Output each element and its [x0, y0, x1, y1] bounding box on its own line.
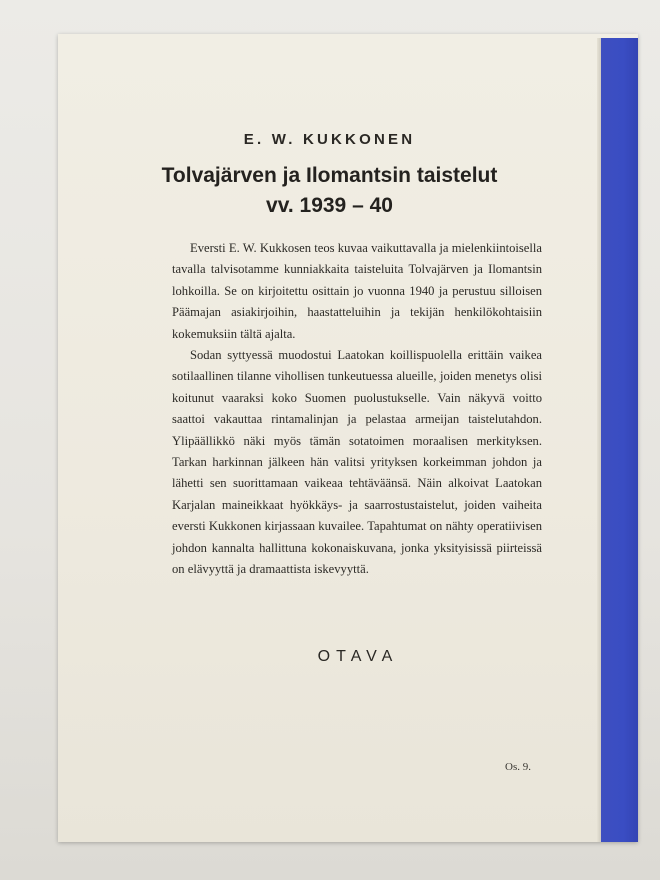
publisher-name: OTAVA	[317, 648, 399, 665]
blurb-paragraph-2: Sodan syttyessä muodostui Laatokan koillispuolella erittäin vaikea sotilaallinen tilanne vihollisen tunkeutuessa alueille, joiden menetys olisi koitunut vaaraksi koko Suomen puolustukselle. Vain näkyvä voitto saattoi vakauttaa rintamalinjan ja pelastaa armeijan taistelutahdon. Ylipäällikkö näki myös tämän sotatoimen moraalisen merkityksen. Tarkan harkinnan jälkeen hän valitsi yrityksen korkeimman johdon ja lähetti sen suorittamaan vaikeaa tehtäväänsä. Näin alkoivat Laatokan Karjalan maineikkaat hyökkäys- ja saarrostustaistelut, joiden vaiheita eversti Kukkonen kirjassaan kuvailee. Tapahtumat on nähty operatiivisen johdon kannalta hallittuna kokonaiskuvana, jonka yksityisissä piirteissä on elävyyttä ja dramaattista iskevyyttä.	[172, 348, 542, 577]
blurb-text	[172, 238, 542, 581]
book-spine	[601, 38, 638, 842]
book-title-line-1: Tolvajärven ja Ilomantsin taistelut	[161, 164, 498, 187]
author-name: E. W. KUKKONEN	[243, 131, 416, 148]
blurb-paragraph-1: Eversti E. W. Kukkosen teos kuvaa vaikuttavalla ja mielenkiintoisella tavalla talvisotamme kunniakkaita taisteluita Tolvajärven ja Ilomantsin lohkoilla. Se on kirjoitettu osittain jo vuonna 1940 ja perustuu silloisen Päämajan asiakirjoihin, haastatteluihin ja tekijän henkilökohtaisiin kokemuksiin tältä ajalta.	[172, 241, 542, 341]
book-title-line-2: vv. 1939 – 40	[266, 194, 393, 217]
price-code: Os. 9.	[505, 761, 531, 773]
